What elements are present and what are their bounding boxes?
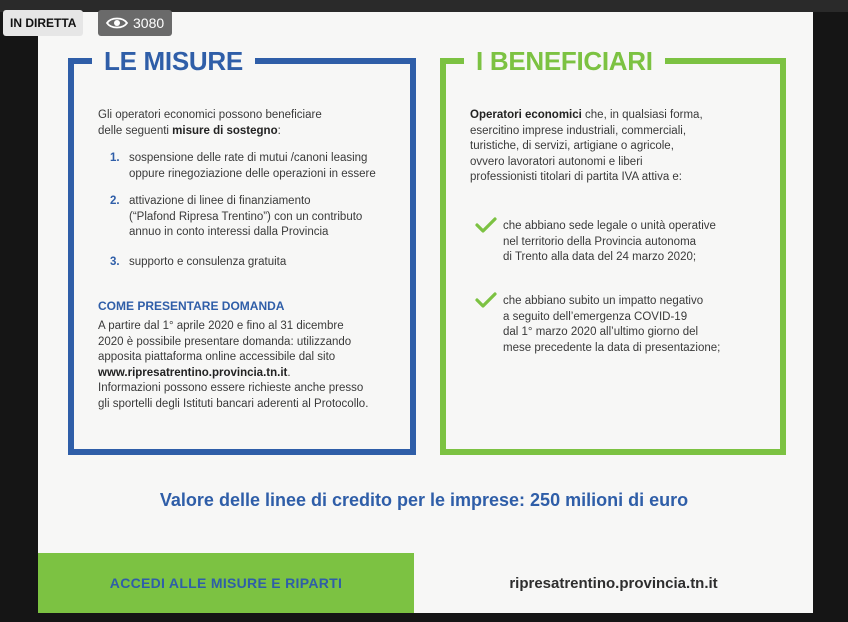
access-measures-button[interactable]: ACCEDI ALLE MISURE E RIPARTI bbox=[38, 553, 414, 613]
misure-intro-2: delle seguenti misure di sostegno: bbox=[98, 125, 281, 137]
misure-item-number: 3. bbox=[110, 256, 120, 268]
eye-icon bbox=[106, 16, 128, 30]
beneficiari-title: I BENEFICIARI bbox=[464, 46, 665, 76]
checkmark-icon bbox=[475, 292, 497, 308]
domanda-text: A partire dal 1° aprile 2020 e fino al 31 dicembre 2020 è possibile presentare domanda: utilizzando apposita piattaforma online accessibile dal sito www.ripresatrentino.provincia.tn.it. Informazioni possono essere richieste anche presso gli sportelli degli Istituti bancari aderenti al Protocollo. bbox=[98, 320, 369, 410]
beneficiari-intro: Operatori economici che, in qualsiasi forma, esercitino imprese industriali, commerciali, turistiche, di servizi, artigiane o agricole, ovvero lavoratori autonomi e liberi professionisti titolari di partita IVA attiva e: bbox=[470, 109, 703, 183]
checkmark-icon bbox=[475, 217, 497, 233]
beneficiari-check-text: che abbiano sede legale o unità operative nel territorio della Provincia autonoma di Trento alla data del 24 marzo 2020; bbox=[503, 220, 716, 263]
viewer-count-badge bbox=[98, 10, 172, 36]
misure-intro-1: Gli operatori economici possono beneficiare bbox=[98, 109, 322, 121]
misure-item-number: 2. bbox=[110, 195, 120, 207]
misure-item-text: supporto e consulenza gratuita bbox=[129, 256, 287, 268]
domanda-title: COME PRESENTARE DOMANDA bbox=[98, 299, 285, 313]
beneficiari-check-text: che abbiano subito un impatto negativo a seguito dell’emergenza COVID-19 dal 1° marzo 2020 all’ultimo giorno del mese precedente la data di presentazione; bbox=[503, 295, 721, 354]
live-badge: IN DIRETTA bbox=[3, 10, 83, 36]
misure-item-number: 1. bbox=[110, 152, 120, 164]
misure-item-text: attivazione di linee di finanziamento (“Plafond Ripresa Trentino”) con un contributo annuo in conto interessi dalla Provincia bbox=[129, 195, 363, 238]
misure-item-text: sospensione delle rate di mutui /canoni leasing oppure rinegoziazione delle operazioni in essere bbox=[129, 152, 376, 180]
footer-site-link[interactable]: ripresatrentino.provincia.tn.it bbox=[509, 574, 718, 592]
viewer-count: 3080 bbox=[133, 15, 165, 31]
misure-title: LE MISURE bbox=[92, 46, 255, 76]
credit-lines-value: Valore delle linee di credito per le imprese: 250 milioni di euro bbox=[159, 490, 689, 510]
domanda-site-link: www.ripresatrentino.provincia.tn.it bbox=[98, 366, 288, 379]
